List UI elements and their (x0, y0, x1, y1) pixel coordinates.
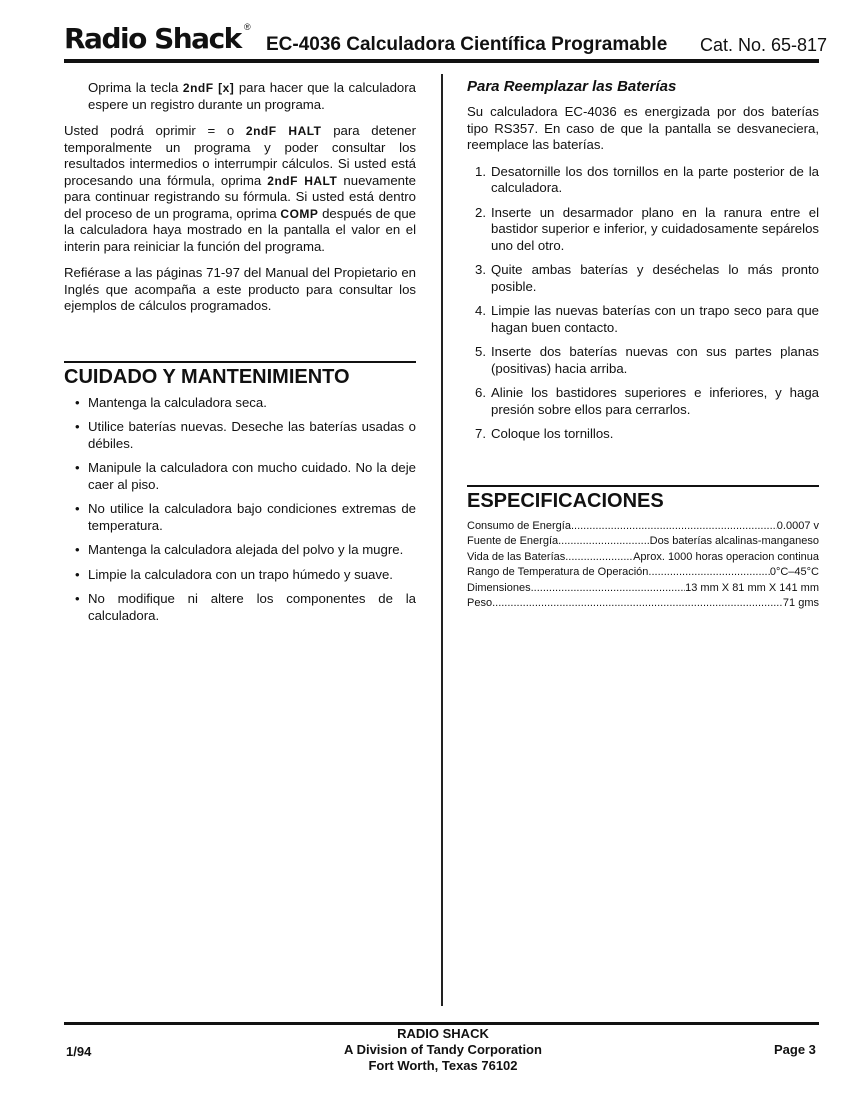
dot-leader (648, 565, 769, 581)
footer-division: A Division of Tandy Corporation (344, 1042, 542, 1057)
key-2ndf: 2ndF (182, 81, 214, 95)
text: Usted podrá oprimir = o (64, 123, 246, 138)
care-item (64, 591, 416, 624)
care-item (64, 419, 416, 452)
battery-step (467, 303, 819, 336)
paragraph-manual-reference: Refiérase a las páginas 71-97 del Manual del Propietario en Inglés que acompaña a este producto para consultar los ejemplos de cálculos programados. (64, 265, 416, 313)
bullet-icon: • (75, 419, 80, 434)
spec-value: 13 mm X 81 mm X 141 mm (685, 581, 819, 594)
spec-label: Fuente de Energía (467, 535, 559, 547)
spec-value: 71 gms (782, 597, 819, 609)
footer-location: Fort Worth, Texas 76102 (368, 1058, 518, 1073)
section-rule (64, 361, 416, 363)
step-number: 5. (475, 344, 486, 359)
spec-row (467, 596, 819, 612)
dot-leader (558, 534, 650, 550)
spec-value: Aprox. 1000 horas operacion continua (633, 550, 819, 563)
dot-leader (492, 596, 783, 612)
key-comp: COMP (280, 206, 319, 221)
dot-leader (531, 581, 686, 597)
bullet-icon: • (75, 591, 80, 606)
step-text: Alinie los bastidores superiores e inferiores, y haga presión sobre ellos para cerrarlos. (491, 385, 819, 417)
battery-step (467, 205, 819, 255)
paragraph-2ndf-x (64, 80, 416, 113)
step-number: 4. (475, 303, 486, 318)
spec-row (467, 550, 819, 566)
spec-row (467, 565, 819, 581)
document-title: EC-4036 Calculadora Científica Programable (266, 34, 668, 55)
battery-step (467, 262, 819, 295)
care-item (64, 460, 416, 493)
section-title-care: CUIDADO Y MANTENIMIENTO (64, 365, 350, 388)
step-text: Limpie las nuevas baterías con un trapo seco para que hagan buen contacto. (491, 303, 819, 335)
spec-label: Rango de Temperatura de Operación (467, 566, 649, 578)
paragraph-halt (64, 123, 416, 255)
care-item-text: Utilice baterías nuevas. Deseche las baterías usadas o débiles. (88, 419, 416, 451)
care-item-text: Mantenga la calculadora alejada del polvo y la mugre. (88, 542, 404, 557)
catalog-number: Cat. No. 65-817 (700, 35, 828, 55)
header-rule (64, 59, 819, 63)
footer-company: RADIO SHACK (397, 1026, 489, 1041)
spec-label: Peso (467, 597, 493, 609)
step-text: Desatornille los dos tornillos en la parte posterior de la calculadora. (491, 163, 819, 195)
footer-company-block (300, 1026, 586, 1074)
care-item-text: Limpie la calculadora con un trapo húmedo y suave. (88, 566, 393, 582)
right-column (467, 78, 819, 612)
care-item (64, 567, 416, 584)
spec-value: 0°C–45°C (769, 566, 819, 578)
left-column (64, 80, 416, 632)
step-number: 3. (475, 262, 486, 277)
step-number: 1. (475, 163, 486, 179)
bullet-icon: • (75, 501, 80, 516)
dot-leader (565, 550, 633, 566)
care-list (64, 395, 416, 625)
spec-label: Dimensiones (467, 581, 531, 594)
spec-value: 0.0007 v (776, 519, 819, 532)
spec-row (467, 534, 819, 550)
spec-label: Consumo de Energía (467, 519, 571, 532)
spec-label: Vida de las Baterías (467, 550, 566, 563)
bullet-icon: • (75, 394, 80, 410)
battery-section-title: Para Reemplazar las Baterías (467, 78, 677, 95)
bullet-icon: • (75, 460, 80, 475)
text: nuevamente para continuar registrando su fórmula. Si usted está dentro del proceso de un programa, oprima (64, 172, 416, 221)
battery-step (467, 426, 819, 443)
spec-row (467, 519, 819, 535)
text: después de que la calculadora haya mostrado en la pantalla el valor en el interin para reiniciar la función del programa. (64, 205, 417, 254)
care-item (64, 501, 416, 534)
page-number: Page 3 (774, 1042, 816, 1057)
step-number: 2. (475, 204, 486, 220)
key-2ndf-halt: 2ndF HALT (267, 173, 338, 188)
dot-leader (571, 519, 777, 535)
section-rule (467, 485, 819, 487)
care-item-text: No modifique ni altere los componentes de la calculadora. (88, 591, 416, 623)
text: Oprima la tecla (88, 80, 183, 95)
care-item-text: No utilice la calculadora bajo condiciones extremas de temperatura. (88, 501, 416, 533)
registered-mark: ® (244, 22, 251, 32)
care-item (64, 395, 416, 412)
column-divider (441, 74, 443, 1006)
spec-row (467, 581, 819, 597)
step-text: Coloque los tornillos. (491, 426, 614, 441)
battery-step (467, 385, 819, 418)
step-number: 6. (475, 385, 486, 400)
step-text: Inserte dos baterías nuevas con sus partes planas (positivas) hacia arriba. (491, 344, 819, 376)
care-item-text: Manipule la calculadora con mucho cuidado. No la deje caer al piso. (88, 460, 416, 492)
battery-intro: Su calculadora EC-4036 es energizada por dos baterías tipo RS357. En caso de que la pantalla se desvaneciera, reemplace las baterías. (467, 104, 819, 152)
section-title-specs: ESPECIFICACIONES (467, 489, 664, 512)
bullet-icon: • (75, 566, 80, 582)
text: para detener temporalmente un programa y poder consultar los resultados intermedios o interrumpir cálculos. Si usted está procesando una fórmula, oprima (64, 123, 416, 188)
spec-list (467, 519, 819, 612)
step-text: Inserte un desarmador plano en la ranura entre el bastidor superior e inferior, y cuidadosamente sepárelos uno del otro. (491, 204, 819, 253)
step-number: 7. (475, 426, 486, 441)
care-item-text: Mantenga la calculadora seca. (88, 394, 267, 410)
footer-date: 1/94 (66, 1044, 92, 1059)
radio-shack-logo: Radio Shack (64, 22, 241, 55)
battery-step (467, 164, 819, 197)
key-x: [x] (218, 81, 235, 95)
battery-step (467, 344, 819, 377)
key-2ndf-halt: 2ndF HALT (245, 124, 322, 138)
bullet-icon: • (75, 542, 80, 557)
text: para hacer que la calculadora espere un registro durante un programa. (88, 80, 416, 112)
step-text: Quite ambas baterías y deséchelas lo más pronto posible. (491, 262, 819, 294)
spec-value: Dos baterías alcalinas-manganeso (649, 535, 819, 547)
footer-rule (64, 1022, 819, 1025)
care-item (64, 542, 416, 559)
battery-steps (467, 164, 819, 443)
